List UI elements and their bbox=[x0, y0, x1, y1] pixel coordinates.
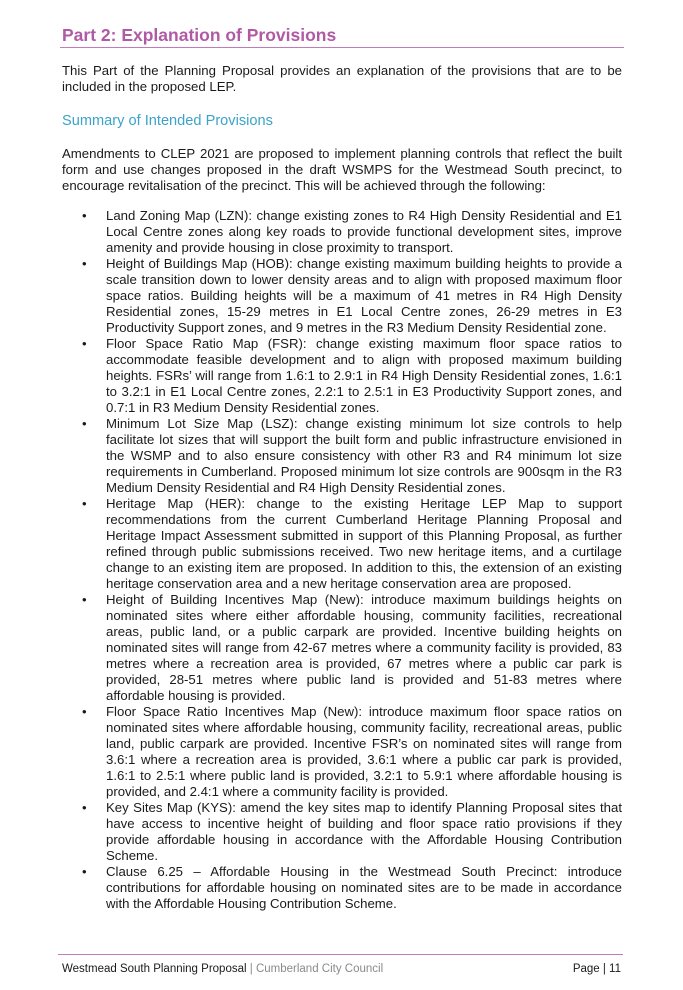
provisions-list bbox=[62, 208, 622, 912]
footer-document-title bbox=[62, 962, 383, 976]
list-item-text: Height of Building Incentives Map (New): introduce maximum buildings heights on nominated sites where either affordable housing, community facilities, recreational areas, public land, or a public carpark are provided. Incentive building heights on nominated sites will range from 42-67 metres where a community facility is provided, 83 metres where a recreation area is provided, 67 metres where a public car park is provided, 28-51 metres where public land is provided and 51-83 metres where affordable housing is provided. bbox=[106, 592, 622, 703]
bullet-icon: • bbox=[82, 864, 87, 879]
list-item-text: Key Sites Map (KYS): amend the key sites map to identify Planning Proposal sites that have access to incentive height of building and floor space ratio provisions if they provide affordable housing in accordance with the Affordable Housing Contribution Scheme. bbox=[106, 800, 622, 863]
footer-title: Westmead South Planning Proposal bbox=[62, 963, 247, 975]
list-item bbox=[62, 800, 622, 864]
footer-separator: | bbox=[249, 963, 253, 975]
list-item bbox=[62, 336, 622, 416]
body-paragraph: Amendments to CLEP 2021 are proposed to implement planning controls that reflect the built form and use changes proposed in the draft WSMPS for the Westmead South precinct, to encourage revitalisation of the precinct. This will be achieved through the following: bbox=[62, 146, 622, 193]
bullet-icon: • bbox=[82, 800, 87, 815]
part-heading: Part 2: Explanation of Provisions bbox=[62, 25, 337, 45]
list-item-text: Clause 6.25 – Affordable Housing in the Westmead South Precinct: introduce contributions for affordable housing on nominated sites are to be made in accordance with the Affordable Housing Contribution Scheme. bbox=[106, 864, 622, 911]
bullet-icon: • bbox=[82, 592, 87, 607]
heading-rule bbox=[60, 47, 624, 48]
bullet-icon: • bbox=[82, 496, 87, 511]
footer-rule bbox=[58, 954, 623, 955]
bullet-icon: • bbox=[82, 416, 87, 431]
bullet-icon: • bbox=[82, 336, 87, 351]
list-item-text: Floor Space Ratio Incentives Map (New): introduce maximum floor space ratios on nominated sites where affordable housing, community facility, recreational areas, public land, public carpark are provided. Incentive FSR’s on nominated sites will range from 3.6:1 where a recreation area is provided, 3.6:1 where a public car park is provided, 1.6:1 to 2.5:1 where public land is provided, 3.2:1 to 5.9:1 where affordable housing is provided, and 2.4:1 where a community facility is provided. bbox=[106, 704, 622, 799]
list-item bbox=[62, 256, 622, 336]
intro-paragraph: This Part of the Planning Proposal provides an explanation of the provisions that are to be included in the proposed LEP. bbox=[62, 63, 622, 94]
list-item bbox=[62, 416, 622, 496]
list-item-text: Minimum Lot Size Map (LSZ): change existing minimum lot size controls to help facilitate lot sizes that will support the built form and public infrastructure envisioned in the WSMP and to also ensure consistency with other R3 and R4 minimum lot size requirements in Cumberland. Proposed minimum lot size controls are 900sqm in the R3 Medium Density Residential and R4 High Density Residential zones. bbox=[106, 416, 622, 495]
list-item bbox=[62, 864, 622, 912]
list-item-text: Land Zoning Map (LZN): change existing zones to R4 High Density Residential and E1 Local Centre zones along key roads to provide functional development sites, improve amenity and provide housing in close proximity to transport. bbox=[106, 208, 622, 255]
bullet-icon: • bbox=[82, 208, 87, 223]
page-number: Page | 11 bbox=[572, 963, 621, 975]
list-item bbox=[62, 496, 622, 592]
bullet-icon: • bbox=[82, 704, 87, 719]
list-item bbox=[62, 704, 622, 800]
list-item bbox=[62, 592, 622, 704]
footer-council: Cumberland City Council bbox=[255, 963, 384, 975]
list-item-text: Height of Buildings Map (HOB): change existing maximum building heights to provide a scale transition down to lower density areas and to align with proposed maximum floor space ratios. Building heights will be a maximum of 41 metres in R4 High Density Residential zones, 15-29 metres in E1 Local Centre zones, 26-29 metres in E3 Productivity Support zones, and 9 metres in the R3 Medium Density Residential zone. bbox=[106, 256, 622, 335]
list-item bbox=[62, 208, 622, 256]
list-item-text: Floor Space Ratio Map (FSR): change existing maximum floor space ratios to accommodate feasible development and to align with proposed maximum building heights. FSRs’ will range from 1.6:1 to 2.9:1 in R4 High Density Residential zones, 1.6:1 to 3.2:1 in E1 Local Centre zones, 2.2:1 to 2.5:1 in E3 Productivity Support zones, and 0.7:1 in R3 Medium Density Residential zones. bbox=[106, 336, 622, 415]
section-subheading: Summary of Intended Provisions bbox=[62, 113, 273, 129]
list-item-text: Heritage Map (HER): change to the existing Heritage LEP Map to support recommendations from the current Cumberland Heritage Planning Proposal and Heritage Impact Assessment submitted in support of this Planning Proposal, as further refined through public submissions received. Two new heritage items, and a curtilage change to an existing item are proposed. In addition to this, the extension of an existing heritage conservation area and a new heritage conservation area are proposed. bbox=[106, 496, 622, 591]
bullet-icon: • bbox=[82, 256, 87, 271]
